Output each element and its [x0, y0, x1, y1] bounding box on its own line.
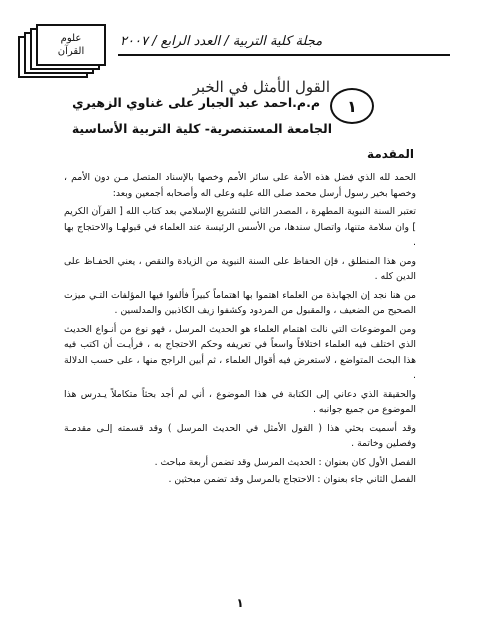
- paragraph: ومن هذا المنطلق ، فإن الحفاظ على السنة النبوية من الزيادة والنقص ، يعني الحفـاظ على الدين كله .: [64, 255, 416, 282]
- chapter-line: الفصل الأول كان بعنوان : الحديث المرسل وقد تضمن أربعة مباحث .: [154, 456, 416, 468]
- paper-title: القول الأمثل في الخبر: [192, 78, 330, 96]
- badge-front: [36, 24, 106, 66]
- journal-header: مجلة كلية التربية / العدد الرابع / ٢٠٠٧: [120, 34, 323, 49]
- badge-line-1: علوم: [60, 33, 82, 44]
- section-heading: المقدمة: [367, 147, 414, 161]
- subject-badge: [18, 24, 108, 82]
- paragraph: الحمد لله الذي فضل هذه الأمة على سائر الأمم وخصها بالإسناد المتصل مـن دون الأمم ، وخصها بخير رسول أرسل محمد صلى الله عليه وعلى اله وأصحابه أجمعين وبعد:: [64, 172, 416, 199]
- paragraph: من هنا نجد إن الجهابذة من العلماء اهتموا بها اهتماماً كبيراً فألفوا فيها المؤلفات التـي ميزت الصحيح من الضعيف ، والمقبول من المردود وكشفوا زيف الكاذبين والمدلسين .: [64, 289, 416, 316]
- body-text: [64, 170, 416, 490]
- paragraph: تعتبر السنة النبوية المطهرة ، المصدر الثاني للتشريع الإسلامي بعد كتاب الله [ القرآن الكريم ] وان سلامة متنها، واتصال سندها، من الأسس الرئيسة عند العلماء في قبولهـا والاحتجاج بها .: [64, 206, 416, 248]
- article-number: ١: [330, 88, 374, 124]
- author-name: م.م.احمد عبد الجبار على غناوي الزهيري: [72, 95, 320, 110]
- author-affiliation: الجامعة المستنصرية- كلية التربية الأساسية: [71, 121, 332, 136]
- paragraph: وقد أسميت بحثي هذا ( القول الأمثل في الحديث المرسل ) وقد قسمته إلـى مقدمـة وفصلين وخاتمة .: [64, 422, 416, 449]
- chapter-line: الفصل الثاني جاء بعنوان : الاحتجاج بالمرسل وقد تضمن مبحثين .: [168, 474, 416, 485]
- paragraph: والحقيقة الذي دعاني إلى الكتابة في هذا الموضوع ، أني لم أجد بحثاً متكاملاً يـدرس هذا الموضوع من جميع جوانبه .: [64, 388, 416, 415]
- page-number: ١: [236, 596, 244, 610]
- paragraph: ومن الموضوعات التي نالت اهتمام العلماء هو الحديث المرسل ، فهو نوع من أنـواع الحديث الذي اختلف فيه العلماء اختلافاً واسعاً في تعريفه وحكم الاحتجاج به ، فرأيـت أن اكتب فيه هذا البحث المتواضع ، لاستعرض فيه أقوال العلماء ، ثم أبين الراجح منها ، على حسب الدلالة .: [64, 323, 416, 381]
- header-rule: [118, 54, 450, 56]
- badge-line-2: القرآن: [57, 46, 85, 57]
